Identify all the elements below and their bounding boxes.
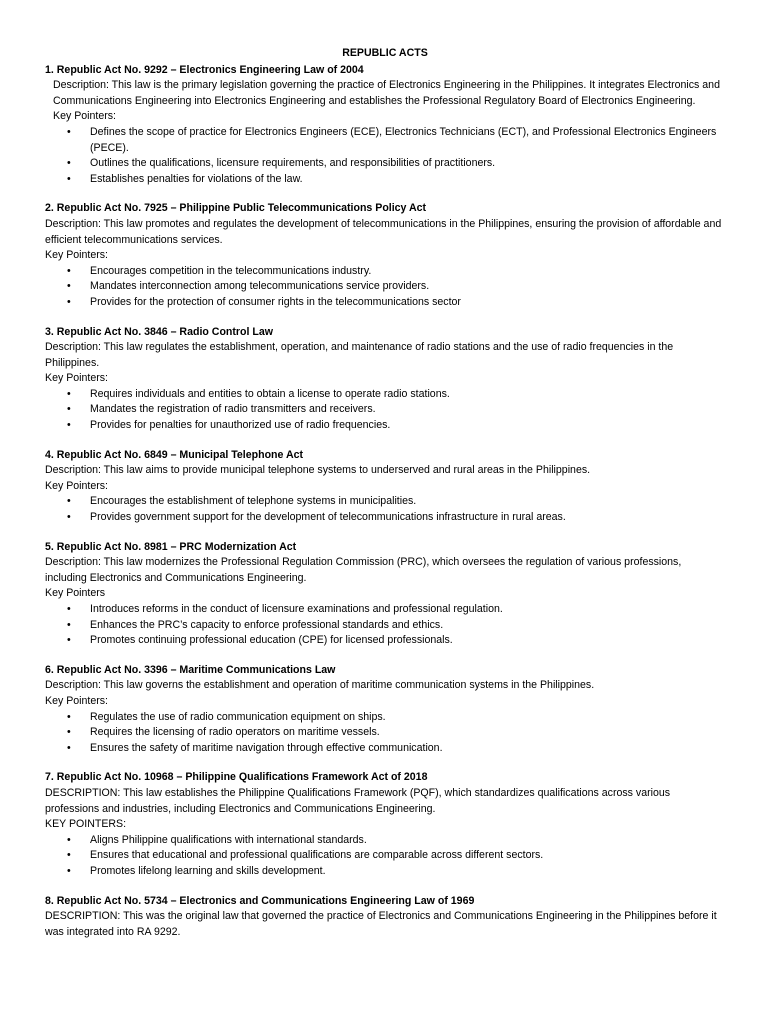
key-pointers-label: Key Pointers: bbox=[53, 110, 117, 123]
key-pointers-label: Key Pointers: bbox=[45, 249, 109, 262]
section-heading: 5. Republic Act No. 8981 – PRC Modernization Act bbox=[45, 540, 297, 553]
list-item: • Establishes penalties for violations of the law. bbox=[45, 172, 725, 188]
section-description: DESCRIPTION: This was the original law that governed the practice of Electronics and Communications Engineering in the Philippines before it was integrated into RA 9292. bbox=[45, 910, 717, 938]
section-ra-6849 bbox=[45, 448, 725, 526]
list-item: • Requires individuals and entities to obtain a license to operate radio stations. bbox=[45, 387, 725, 403]
document-page bbox=[45, 46, 725, 954]
list-item: • Encourages competition in the telecommunications industry. bbox=[45, 264, 725, 280]
key-pointers-label: Key Pointers: bbox=[45, 694, 109, 707]
list-item: • Ensures that educational and professional qualifications are comparable across different sectors. bbox=[45, 848, 725, 864]
list-item: • Regulates the use of radio communication equipment on ships. bbox=[45, 710, 725, 726]
section-description: DESCRIPTION: This law establishes the Philippine Qualifications Framework (PQF), which standardizes qualifications across various professions and industries, including Electronics and Communications Engineering. bbox=[45, 786, 671, 815]
list-item: • Outlines the qualifications, licensure requirements, and responsibilities of practitioners. bbox=[45, 156, 725, 172]
key-pointers-list bbox=[45, 264, 725, 311]
key-pointers-list bbox=[45, 602, 725, 649]
key-pointers-label: Key Pointers bbox=[45, 587, 106, 600]
section-heading: 1. Republic Act No. 9292 – Electronics Engineering Law of 2004 bbox=[45, 63, 364, 76]
section-ra-10968 bbox=[45, 770, 725, 879]
list-item: • Encourages the establishment of telephone systems in municipalities. bbox=[45, 494, 725, 510]
key-pointers-list bbox=[45, 387, 725, 434]
list-item: • Provides government support for the development of telecommunications infrastructure in rural areas. bbox=[45, 510, 725, 526]
key-pointers-label: Key Pointers: bbox=[45, 479, 109, 492]
section-ra-7925 bbox=[45, 201, 725, 310]
section-heading: 2. Republic Act No. 7925 – Philippine Public Telecommunications Policy Act bbox=[45, 202, 427, 215]
list-item: • Mandates interconnection among telecommunications service providers. bbox=[45, 279, 725, 295]
section-description: Description: This law promotes and regulates the development of telecommunications in the Philippines, ensuring the provision of affordable and efficient telecommunications services. bbox=[45, 217, 722, 246]
key-pointers-list bbox=[45, 125, 725, 187]
key-pointers-list bbox=[45, 833, 725, 880]
document-title: REPUBLIC ACTS bbox=[342, 47, 428, 59]
list-item: • Promotes lifelong learning and skills development. bbox=[45, 864, 725, 880]
section-ra-8981 bbox=[45, 540, 725, 649]
list-item: • Introduces reforms in the conduct of licensure examinations and professional regulation. bbox=[45, 602, 725, 618]
section-ra-3396 bbox=[45, 663, 725, 757]
section-ra-9292 bbox=[45, 63, 725, 188]
section-heading: 4. Republic Act No. 6849 – Municipal Telephone Act bbox=[45, 448, 304, 461]
key-pointers-list bbox=[45, 710, 725, 757]
section-ra-5734 bbox=[45, 894, 725, 941]
list-item: • Ensures the safety of maritime navigation through effective communication. bbox=[45, 741, 725, 757]
list-item: • Provides for the protection of consumer rights in the telecommunications sector bbox=[45, 295, 725, 311]
section-heading: 6. Republic Act No. 3396 – Maritime Communications Law bbox=[45, 663, 336, 676]
section-heading: 7. Republic Act No. 10968 – Philippine Qualifications Framework Act of 2018 bbox=[45, 771, 428, 784]
section-description: Description: This law regulates the establishment, operation, and maintenance of radio stations and the use of radio frequencies in the Philippines. bbox=[45, 341, 674, 369]
section-description: Description: This law is the primary legislation governing the practice of Electronics Engineering in the Philippines. It integrates Electronics and Communications Engineering into Electronics Engineering and establishes the Professional Regulatory Board of Electronics Engineering. bbox=[53, 79, 720, 107]
list-item: • Requires the licensing of radio operators on maritime vessels. bbox=[45, 725, 725, 741]
key-pointers-label: KEY POINTERS: bbox=[45, 818, 127, 831]
section-heading: 8. Republic Act No. 5734 – Electronics and Communications Engineering Law of 1969 bbox=[45, 894, 475, 907]
key-pointers-list bbox=[45, 494, 725, 525]
list-item: • Promotes continuing professional education (CPE) for licensed professionals. bbox=[45, 633, 725, 649]
list-item: • Enhances the PRC’s capacity to enforce professional standards and ethics. bbox=[45, 618, 725, 634]
section-heading: 3. Republic Act No. 3846 – Radio Control Law bbox=[45, 325, 274, 338]
section-description: Description: This law aims to provide municipal telephone systems to underserved and rural areas in the Philippines. bbox=[45, 464, 591, 477]
list-item: • Mandates the registration of radio transmitters and receivers. bbox=[45, 402, 725, 418]
key-pointers-label: Key Pointers: bbox=[45, 372, 109, 385]
section-description: Description: This law governs the establishment and operation of maritime communication systems in the Philippines. bbox=[45, 679, 595, 692]
list-item: • Aligns Philippine qualifications with international standards. bbox=[45, 833, 725, 849]
section-description: Description: This law modernizes the Professional Regulation Commission (PRC), which oversees the regulation of various professions, including Electronics and Communications Engineering. bbox=[45, 556, 682, 584]
list-item: • Defines the scope of practice for Electronics Engineers (ECE), Electronics Technicians (ECT), and Professional Electronics Engineers (PECE). bbox=[45, 125, 725, 156]
list-item: • Provides for penalties for unauthorized use of radio frequencies. bbox=[45, 418, 725, 434]
section-ra-3846 bbox=[45, 325, 725, 434]
